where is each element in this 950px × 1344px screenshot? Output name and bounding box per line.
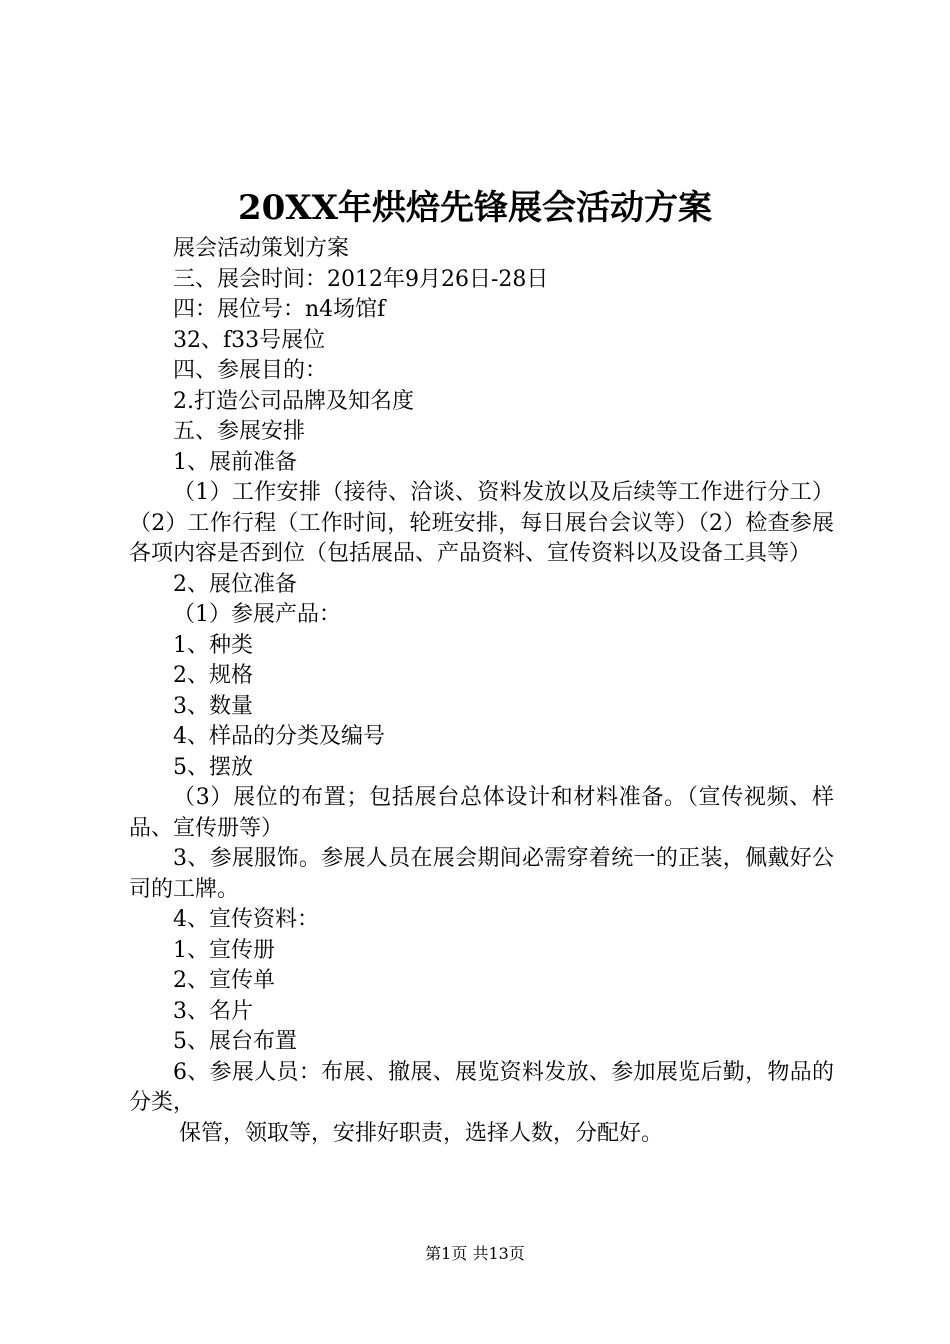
paragraph: 保管，领取等，安排好职责，选择人数，分配好。 [179,1120,664,1146]
page-footer: 第1页 共13页 [425,1244,525,1263]
paragraph: 2、展位准备 [173,571,297,597]
paragraph: 2.打造公司品牌及知名度 [173,388,414,414]
document-title: 20XX年烘焙先锋展会活动方案 [237,188,713,228]
paragraph: 6、参展人员：布展、撤展、展览资料发放、参加展览后勤，物品的分类， [129,1059,834,1115]
paragraph: 5、摆放 [173,754,253,780]
paragraph: 5、展台布置 [173,1029,297,1054]
paragraph: （1）工作安排（接待、洽谈、资料发放以及后续等工作进行分工）（2）工作行程（工作时间，轮班安排，每日展台会议等）（2）检查参展各项内容是否到位（包括展品、产品资料、宣传资料以及设备工具等） [129,480,834,566]
paragraph: 4、样品的分类及编号 [173,724,385,749]
paragraph: 1、宣传册 [173,937,275,963]
paragraph: 四：展位号：n4场馆f [173,297,386,322]
paragraph: 3、数量 [173,693,253,719]
paragraph: 2、规格 [173,663,253,688]
document-body [129,234,834,1149]
paragraph: 3、名片 [173,998,253,1024]
paragraph: 2、宣传单 [173,968,275,993]
paragraph: 1、展前准备 [173,449,297,475]
paragraph: 4、宣传资料： [173,907,319,932]
paragraph: 1、种类 [173,632,253,658]
paragraph: 三、展会时间：2012年9月26日-28日 [173,266,549,292]
paragraph: 展会活动策划方案 [173,236,350,261]
paragraph: 32、f33号展位 [173,327,326,353]
paragraph: （3）展位的布置；包括展台总体设计和材料准备。（宣传视频、样品、宣传册等） [129,785,834,841]
paragraph: 3、参展服饰。参展人员在展会期间必需穿着统一的正装，佩戴好公司的工牌。 [129,846,834,902]
paragraph: 四、参展目的： [173,358,328,383]
paragraph: 五、参展安排 [173,419,306,444]
paragraph: （1）参展产品： [173,602,341,627]
